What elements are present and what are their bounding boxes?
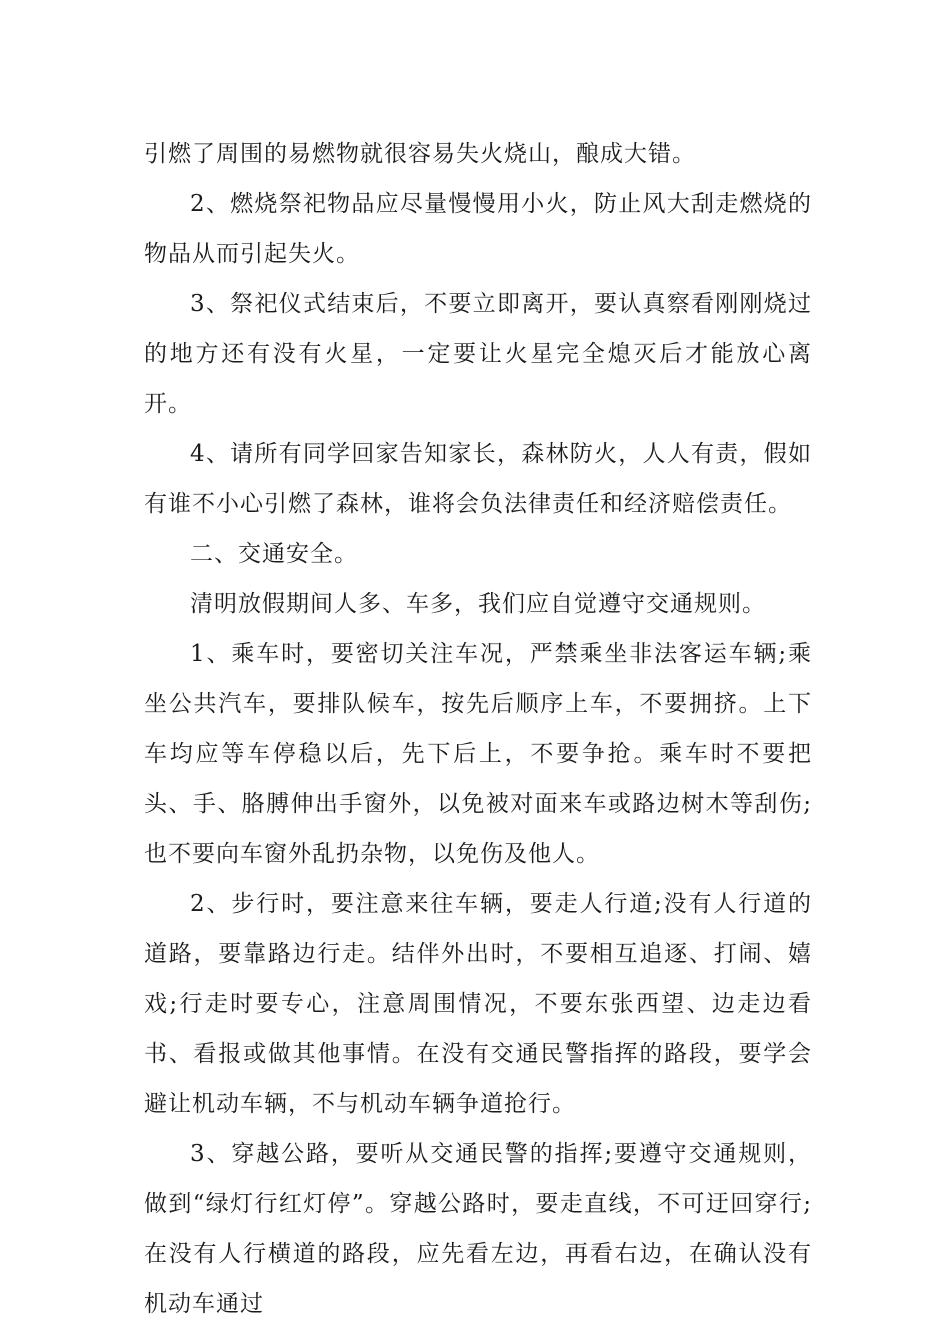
paragraph-traffic-intro: 清明放假期间人多、车多，我们应自觉遵守交通规则。 — [190, 591, 766, 617]
paragraph-fire-continuation: 引燃了周围的易燃物就很容易失火烧山，酿成大错。 — [144, 141, 696, 167]
paragraph-traffic-item-1: 1、乘车时，要密切关注车况，严禁乘坐非法客运车辆;乘坐公共汽车，要排队候车，按先后顺序上车，不要拥挤。上下车均应等车停稳以后，先下后上，不要争抢。乘车时不要把头、手、胳膊伸出手窗外，以免被对面来车或路边树木等刮伤;也不要向车窗外乱扔杂物，以免伤及他人。 — [144, 641, 812, 867]
paragraph-fire-item-2: 2、燃烧祭祀物品应尽量慢慢用小火，防止风大刮走燃烧的物品从而引起失火。 — [144, 191, 812, 267]
paragraph-fire-item-3: 3、祭祀仪式结束后，不要立即离开，要认真察看刚刚烧过的地方还有没有火星，一定要让火星完全熄灭后才能放心离开。 — [144, 291, 812, 417]
paragraph-fire-item-4: 4、请所有同学回家告知家长，森林防火，人人有责，假如有谁不小心引燃了森林，谁将会负法律责任和经济赔偿责任。 — [144, 441, 812, 517]
paragraph-traffic-item-3: 3、穿越公路，要听从交通民警的指挥;要遵守交通规则，做到“绿灯行红灯停”。穿越公路时，要走直线，不可迂回穿行;在没有人行横道的路段，应先看左边，再看右边，在确认没有机动车通过 — [144, 1141, 812, 1317]
section-heading-traffic-safety: 二、交通安全。 — [190, 541, 358, 567]
document-body — [144, 129, 812, 1329]
paragraph-traffic-item-2: 2、步行时，要注意来往车辆，要走人行道;没有人行道的道路，要靠路边行走。结伴外出时，不要相互追逐、打闹、嬉戏;行走时要专心，注意周围情况，不要东张西望、边走边看书、看报或做其他事情。在没有交通民警指挥的路段，要学会避让机动车辆，不与机动车辆争道抢行。 — [144, 891, 812, 1117]
